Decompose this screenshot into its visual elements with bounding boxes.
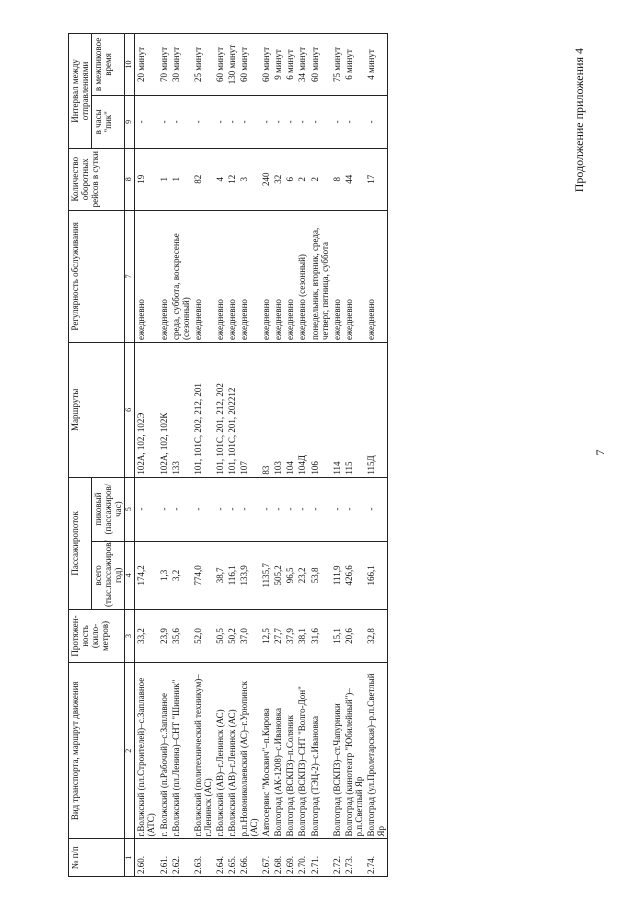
cell-length: 52,0 — [192, 610, 214, 663]
cell-route: Волгоград (ВСКПЗ)–ст.Чапурники — [331, 662, 343, 839]
cell-interval-peak: - — [365, 95, 388, 148]
header-trips: Количество оборотных рейсов в сутки — [69, 148, 125, 210]
table-row — [284, 34, 296, 877]
cell-passenger-peak: - — [260, 477, 272, 541]
cell-row-number: 2.61. — [158, 839, 170, 877]
cell-route-numbers: 103 — [272, 343, 284, 478]
cell-trips: 4 — [214, 148, 226, 210]
cell-interval-offpeak: 60 минут — [260, 34, 272, 96]
cell-interval-peak: - — [309, 95, 331, 148]
table-row — [260, 34, 272, 877]
cell-route-numbers: 104 — [284, 343, 296, 478]
table-row — [343, 34, 365, 877]
routes-table — [68, 33, 388, 877]
cell-trips: 44 — [343, 148, 365, 210]
cell-route: Волгоград (ВСКПЗ)–п.Соляник — [284, 662, 296, 839]
cell-regularity: ежедневно — [226, 210, 238, 342]
cell-trips: 8 — [331, 148, 343, 210]
column-number: 6 — [125, 343, 135, 478]
cell-passenger-peak: - — [214, 477, 226, 541]
table-row — [192, 34, 214, 877]
cell-row-number: 2.70. — [296, 839, 308, 877]
cell-passenger-peak: - — [192, 477, 214, 541]
cell-row-number: 2.66. — [238, 839, 260, 877]
table-row — [158, 34, 170, 877]
cell-trips: 2 — [309, 148, 331, 210]
cell-length: 50,2 — [226, 610, 238, 663]
cell-route: г.Волжский (пл.Ленина)–СНТ "Шинник" — [170, 662, 192, 839]
cell-interval-peak: - — [158, 95, 170, 148]
cell-passenger-peak: - — [226, 477, 238, 541]
cell-length: 32,8 — [365, 610, 388, 663]
cell-interval-offpeak: 20 минут — [135, 34, 158, 96]
cell-passenger-total: 23,2 — [296, 541, 308, 609]
cell-passenger-peak: - — [158, 477, 170, 541]
cell-route-numbers: 102А, 102, 102К — [158, 343, 170, 478]
cell-row-number: 2.64. — [214, 839, 226, 877]
cell-passenger-peak: - — [331, 477, 343, 541]
cell-route: Волгоград (ВСКПЗ)–СНТ "Волго-Дон" — [296, 662, 308, 839]
cell-route: Автосервис "Москвич"–п.Кирова — [260, 662, 272, 839]
cell-route: г.Волжский (пл.Строителей)–с.Заплавное (АТС) — [135, 662, 158, 839]
cell-passenger-total: 116,1 — [226, 541, 238, 609]
cell-passenger-total: 3,2 — [170, 541, 192, 609]
continuation-title: Продолжение приложения 4 — [572, 48, 586, 193]
cell-regularity: ежедневно (сезонный) — [296, 210, 308, 342]
cell-interval-offpeak: 9 минут — [272, 34, 284, 96]
column-number: 7 — [125, 210, 135, 342]
cell-trips: 12 — [226, 148, 238, 210]
cell-route-numbers: 101, 101С, 201, 212, 202 — [214, 343, 226, 478]
cell-passenger-total: 174,2 — [135, 541, 158, 609]
cell-route-numbers: 106 — [309, 343, 331, 478]
table-row — [214, 34, 226, 877]
cell-passenger-peak: - — [135, 477, 158, 541]
cell-passenger-total: 426,6 — [343, 541, 365, 609]
cell-interval-offpeak: 6 минут — [343, 34, 365, 96]
cell-trips: 1 — [158, 148, 170, 210]
column-number: 4 — [125, 541, 135, 609]
cell-length: 35,6 — [170, 610, 192, 663]
cell-length: 15,1 — [331, 610, 343, 663]
cell-passenger-total: 96,5 — [284, 541, 296, 609]
cell-passenger-peak: - — [365, 477, 388, 541]
cell-regularity: ежедневно — [192, 210, 214, 342]
cell-interval-peak: - — [331, 95, 343, 148]
table-body — [135, 34, 388, 877]
table-row — [238, 34, 260, 877]
cell-interval-offpeak: 25 минут — [192, 34, 214, 96]
header-regularity: Регулярность обслуживания — [69, 210, 125, 342]
cell-passenger-peak: - — [309, 477, 331, 541]
cell-route-numbers: 115 — [343, 343, 365, 478]
cell-regularity: ежедневно — [238, 210, 260, 342]
cell-row-number: 2.67. — [260, 839, 272, 877]
cell-regularity: ежедневно — [284, 210, 296, 342]
cell-interval-offpeak: 130 минут — [226, 34, 238, 96]
cell-trips: 19 — [135, 148, 158, 210]
cell-interval-peak: - — [214, 95, 226, 148]
column-number: 3 — [125, 610, 135, 663]
cell-route: Волгоград (ул.Пролетарская)–р.п.Светлый Яр — [365, 662, 388, 839]
table-row — [135, 34, 158, 877]
cell-length: 27,7 — [272, 610, 284, 663]
cell-route-numbers: 133 — [170, 343, 192, 478]
header-interval-peak: в часы "пик" — [92, 95, 125, 148]
table-row — [170, 34, 192, 877]
cell-route: г.Волжский (АВ)–г.Ленинск (АС) — [214, 662, 226, 839]
cell-trips: 6 — [284, 148, 296, 210]
table-row — [226, 34, 238, 877]
table-row — [296, 34, 308, 877]
cell-passenger-total: 774,0 — [192, 541, 214, 609]
header-route: Вид транспорта, маршрут движения — [69, 662, 125, 839]
cell-route: г. Волжский (п.Рабочий)–с.Заплавное — [158, 662, 170, 839]
cell-interval-offpeak: 60 минут — [309, 34, 331, 96]
cell-length: 50,5 — [214, 610, 226, 663]
cell-passenger-peak: - — [343, 477, 365, 541]
header-interval-offpeak: в межпиковое время — [92, 34, 125, 96]
cell-interval-peak: - — [343, 95, 365, 148]
cell-interval-peak: - — [296, 95, 308, 148]
cell-passenger-total: 53,8 — [309, 541, 331, 609]
cell-interval-offpeak: 70 минут — [158, 34, 170, 96]
cell-regularity: среда, суббота, воскресенье (сезонный) — [170, 210, 192, 342]
cell-length: 33,2 — [135, 610, 158, 663]
column-number: 5 — [125, 477, 135, 541]
cell-regularity: ежедневно — [135, 210, 158, 342]
table-row — [309, 34, 331, 877]
cell-interval-offpeak: 60 минут — [214, 34, 226, 96]
cell-interval-offpeak: 30 минут — [170, 34, 192, 96]
cell-interval-peak: - — [272, 95, 284, 148]
cell-route-numbers: 102А, 102, 102Э — [135, 343, 158, 478]
cell-length: 38,1 — [296, 610, 308, 663]
column-number: 10 — [125, 34, 135, 96]
cell-trips: 32 — [272, 148, 284, 210]
cell-row-number: 2.72. — [331, 839, 343, 877]
cell-regularity: ежедневно — [214, 210, 226, 342]
cell-regularity: понедельник, вторник, среда, четверг, пятница, суббота — [309, 210, 331, 342]
cell-interval-offpeak: 75 минут — [331, 34, 343, 96]
cell-interval-offpeak: 4 минут — [365, 34, 388, 96]
header-pf-peak: пиковый (пассажиров/ час) — [92, 477, 125, 541]
cell-interval-peak: - — [135, 95, 158, 148]
header-length: Протяжен-ность (кило-метров) — [69, 610, 125, 663]
cell-interval-peak: - — [192, 95, 214, 148]
cell-trips: 3 — [238, 148, 260, 210]
table-row — [365, 34, 388, 877]
cell-route: р.п.Новониколаевский (АС)–г.Урюпинск (АС) — [238, 662, 260, 839]
cell-length: 37,9 — [284, 610, 296, 663]
cell-interval-offpeak: 6 минут — [284, 34, 296, 96]
cell-passenger-total: 505,2 — [272, 541, 284, 609]
cell-interval-offpeak: 34 минут — [296, 34, 308, 96]
cell-route-numbers: 101, 101С, 202, 212, 201 — [192, 343, 214, 478]
cell-row-number: 2.63. — [192, 839, 214, 877]
cell-regularity: ежедневно — [343, 210, 365, 342]
cell-row-number: 2.71. — [309, 839, 331, 877]
cell-route: Волгоград (кинотеатр "Юбилейный")–р.п.Светлый Яр — [343, 662, 365, 839]
table-row — [272, 34, 284, 877]
cell-regularity: ежедневно — [158, 210, 170, 342]
cell-passenger-total: 166,1 — [365, 541, 388, 609]
cell-row-number: 2.62. — [170, 839, 192, 877]
cell-passenger-total: 1,3 — [158, 541, 170, 609]
cell-passenger-total: 111,9 — [331, 541, 343, 609]
cell-row-number: 2.60. — [135, 839, 158, 877]
table-row — [331, 34, 343, 877]
column-number-row — [125, 34, 135, 877]
cell-route: Волгоград (ТЭЦ-2)–с.Ивановка — [309, 662, 331, 839]
cell-regularity: ежедневно — [365, 210, 388, 342]
cell-interval-peak: - — [260, 95, 272, 148]
cell-route: г.Волжский (политехнический техникум)–г.Ленинск (АС) — [192, 662, 214, 839]
cell-passenger-peak: - — [272, 477, 284, 541]
header-routes: Маршруты — [69, 343, 125, 478]
cell-row-number: 2.68. — [272, 839, 284, 877]
cell-trips: 240 — [260, 148, 272, 210]
column-number: 8 — [125, 148, 135, 210]
cell-length: 31,6 — [309, 610, 331, 663]
cell-regularity: ежедневно — [331, 210, 343, 342]
cell-length: 20,6 — [343, 610, 365, 663]
cell-route-numbers: 115Д — [365, 343, 388, 478]
cell-trips: 2 — [296, 148, 308, 210]
cell-route: г.Волжский (АВ)–г.Ленинск (АС) — [226, 662, 238, 839]
header-no: № п/п — [69, 839, 125, 877]
cell-length: 37,0 — [238, 610, 260, 663]
cell-row-number: 2.65. — [226, 839, 238, 877]
cell-interval-peak: - — [284, 95, 296, 148]
column-number: 2 — [125, 662, 135, 839]
cell-passenger-peak: - — [170, 477, 192, 541]
cell-route-numbers: 83 — [260, 343, 272, 478]
header-pf-total: всего (тыс.пассажиров/ год) — [92, 541, 125, 609]
cell-route: Волгоград (АК-1208)–с.Ивановка — [272, 662, 284, 839]
cell-passenger-peak: - — [296, 477, 308, 541]
cell-passenger-total: 1135,7 — [260, 541, 272, 609]
cell-passenger-total: 38,7 — [214, 541, 226, 609]
cell-route-numbers: 107 — [238, 343, 260, 478]
cell-interval-peak: - — [238, 95, 260, 148]
header-passenger-flow: Пассажиропоток — [69, 477, 92, 609]
cell-regularity: ежедневно — [260, 210, 272, 342]
cell-interval-peak: - — [170, 95, 192, 148]
cell-interval-peak: - — [226, 95, 238, 148]
cell-route-numbers: 104Д — [296, 343, 308, 478]
column-number: 9 — [125, 95, 135, 148]
cell-row-number: 2.73. — [343, 839, 365, 877]
cell-regularity: ежедневно — [272, 210, 284, 342]
cell-trips: 1 — [170, 148, 192, 210]
cell-route-numbers: 101, 101С, 201, 202212 — [226, 343, 238, 478]
cell-row-number: 2.69. — [284, 839, 296, 877]
cell-length: 12,5 — [260, 610, 272, 663]
column-number: 1 — [125, 839, 135, 877]
cell-interval-offpeak: 60 минут — [238, 34, 260, 96]
cell-passenger-peak: - — [284, 477, 296, 541]
cell-trips: 82 — [192, 148, 214, 210]
header-interval: Интервал между отправлениями — [69, 34, 92, 149]
cell-passenger-total: 133,9 — [238, 541, 260, 609]
cell-route-numbers: 114 — [331, 343, 343, 478]
cell-passenger-peak: - — [238, 477, 260, 541]
cell-row-number: 2.74. — [365, 839, 388, 877]
cell-trips: 17 — [365, 148, 388, 210]
cell-length: 23,9 — [158, 610, 170, 663]
page-number: 7 — [593, 449, 607, 456]
